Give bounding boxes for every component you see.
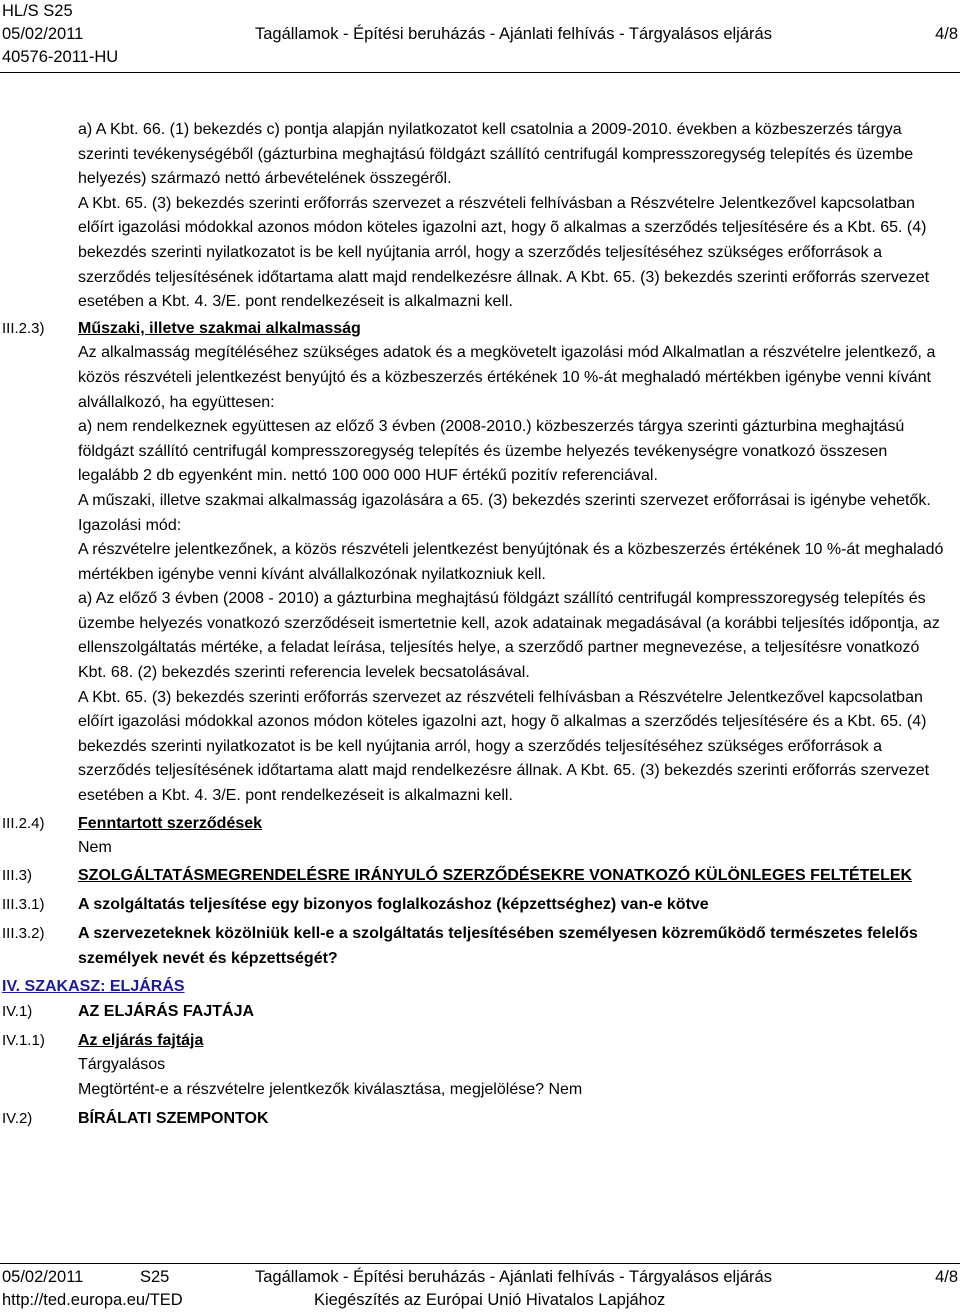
footer-divider (0, 1263, 960, 1264)
footer-page-number: 4/8 (935, 1268, 958, 1286)
section-value: Tárgyalásos (78, 1056, 166, 1074)
section-label: III.2.3) (2, 319, 45, 337)
section-label: III.3) (2, 866, 33, 884)
section-label: IV.2) (2, 1109, 33, 1127)
section-label: III.3.2) (2, 925, 45, 942)
section-paragraph: a) Az előző 3 évben (2008 - 2010) a gázturbina meghajtású földgázt szállító centrifugál kompresszoregység telepítés és üzembe helyezés vonatkozó szerződéseit ismertetnie kell, azok adatainak megadásával (a korábbi teljesítés időpontja, az ellenszolgáltatás mértéke, a feladat leírása, teljesítés helye, a szerződő partner megnevezése, a teljesítésre vonatkozó Kbt. 68. (2) bekezdés szerinti referencia levelek becsatolásával. (78, 590, 940, 682)
section-iii-3 (0, 864, 960, 889)
page-header (2, 0, 958, 69)
section-paragraph: A részvételre jelentkezőnek, a közös részvételi jelentkezést benyújtónak és a közbeszerzés értékének 10 %-át meghaladó mértékben igénybe venni kívánt alvállalkozónak nyilatkozniuk kell. (78, 541, 944, 583)
intro-paragraph: a) A Kbt. 66. (1) bekezdés c) pontja alapján nyilatkozatot kell csatolnia a 2009-2010. években a közbeszerzés tárgya szerinti tevékenységéből (gázturbina meghajtású földgázt szállító centrifugál kompresszoregység telepítés és üzembe helyezés) származó nettó árbevételének összegéről. (78, 121, 914, 188)
section-iv-1 (0, 1000, 960, 1025)
footer-url[interactable]: http://ted.europa.eu/TED (2, 1291, 183, 1309)
intro-block (0, 118, 960, 315)
section-label: III.2.4) (2, 814, 45, 832)
header-date: 05/02/2011 (2, 25, 84, 43)
section-value: Nem (78, 839, 112, 857)
section-paragraph: Igazolási mód: (78, 516, 182, 534)
header-page-number: 4/8 (935, 25, 958, 43)
section-iv-heading: IV. SZAKASZ: ELJÁRÁS (2, 978, 185, 996)
section-paragraph: Az alkalmasság megítéléséhez szükséges adatok és a megkövetelt igazolási mód Alkalmatlan a részvételre jelentkező, a közös részvételi jelentkezést benyújtó és a közbeszerzés értékének 10 %-át meghaladó mértékben igénybe venni kívánt alvállalkozó, ha együttesen: (78, 344, 936, 411)
section-title: A szervezeteknek közölniük kell-e a szolgáltatás teljesítésében személyesen közreműködő természetes felelős személyek nevét és képzettségét? (78, 925, 918, 967)
footer-doc-title: Tagállamok - Építési beruházás - Ajánlati felhívás - Tárgyalásos eljárás (255, 1268, 772, 1286)
section-paragraph: A műszaki, illetve szakmai alkalmasság igazolására a 65. (3) bekezdés szerinti szervezet erőforrásai is igénybe vehetők. (78, 491, 931, 509)
header-doc-title: Tagállamok - Építési beruházás - Ajánlati felhívás - Tárgyalásos eljárás (255, 25, 772, 43)
header-title: HL/S S25 (2, 2, 73, 20)
section-iv-2 (0, 1107, 960, 1132)
section-iii-3-2 (0, 922, 960, 971)
section-paragraph: A Kbt. 65. (3) bekezdés szerinti erőforrás szervezet az részvételi felhívásban a Részvételre Jelentkezővel kapcsolatban előírt igazolási módokkal azonos módon köteles igazolni azt, hogy õ alkalmas a szerződés teljesítésére és a Kbt. 65. (4) bekezdés szerinti nyilatkozatot is be kell nyújtania arról, hogy a szerződés teljesítéséhez szükséges erőforrások a szerződés teljesítésének időtartama alatt majd rendelkezésre állnak. A Kbt. 65. (3) bekezdés szerinti erőforrás szervezet esetében a Kbt. 4. 3/E. pont rendelkezéseit is alkalmazni kell. (78, 688, 930, 805)
section-title: Fenntartott szerződések (78, 814, 263, 832)
section-iii-2-4 (0, 812, 960, 861)
footer-code: S25 (140, 1268, 170, 1286)
footer-supplement: Kiegészítés az Európai Unió Hivatalos Lapjához (314, 1291, 666, 1309)
header-reference: 40576-2011-HU (2, 48, 119, 66)
section-label: IV.1) (2, 1003, 33, 1021)
section-iii-3-1 (0, 893, 960, 918)
footer-date: 05/02/2011 (2, 1268, 84, 1286)
section-paragraph: a) nem rendelkeznek együttesen az előző 3 évben (2008-2010.) közbeszerzés tárgya szerinti gázturbina meghajtású földgázt szállító centrifugál kompresszoregység telepítés és üzembe helyezés tevékenységre vonatkozó összesen legalább 2 db egyenként min. nettó 100 000 000 HUF értékű pozitív referenciával. (78, 418, 905, 485)
section-title: A szolgáltatás teljesítése egy bizonyos foglalkozáshoz (képzettséghez) van-e kötve (78, 896, 709, 914)
section-title: SZOLGÁLTATÁSMEGRENDELÉSRE IRÁNYULÓ SZERZŐDÉSEKRE VONATKOZÓ KÜLÖNLEGES FELTÉTELEK (78, 866, 913, 884)
header-divider (0, 72, 960, 73)
page-footer (2, 1266, 958, 1312)
section-title: BÍRÁLATI SZEMPONTOK (78, 1109, 269, 1127)
section-iii-2-3 (0, 317, 960, 809)
section-title: AZ ELJÁRÁS FAJTÁJA (78, 1003, 255, 1021)
document-body (0, 118, 960, 1131)
intro-paragraph: A Kbt. 65. (3) bekezdés szerinti erőforrás szervezet a részvételi felhívásban a Részvételre Jelentkezővel kapcsolatban előírt igazolási módokkal azonos módon köteles igazolni azt, hogy õ alkalmas a szerződés teljesítésére és a Kbt. 65. (4) bekezdés szerinti nyilatkozatot is be kell nyújtania arról, hogy a szerződés teljesítéséhez szükséges erőforrások a szerződés teljesítésének időtartama alatt majd rendelkezésre állnak. A Kbt. 65. (3) bekezdés szerinti erőforrás szervezet esetében a Kbt. 4. 3/E. pont rendelkezéseit is alkalmazni kell. (78, 194, 930, 311)
section-label: IV.1.1) (2, 1031, 45, 1049)
section-title: Műszaki, illetve szakmai alkalmasság (78, 319, 361, 337)
section-iv-1-1 (0, 1029, 960, 1103)
section-question: Megtörtént-e a részvételre jelentkezők kiválasztása, megjelölése? Nem (78, 1080, 583, 1098)
section-label: III.3.1) (2, 896, 45, 914)
section-title: Az eljárás fajtája (78, 1031, 204, 1049)
